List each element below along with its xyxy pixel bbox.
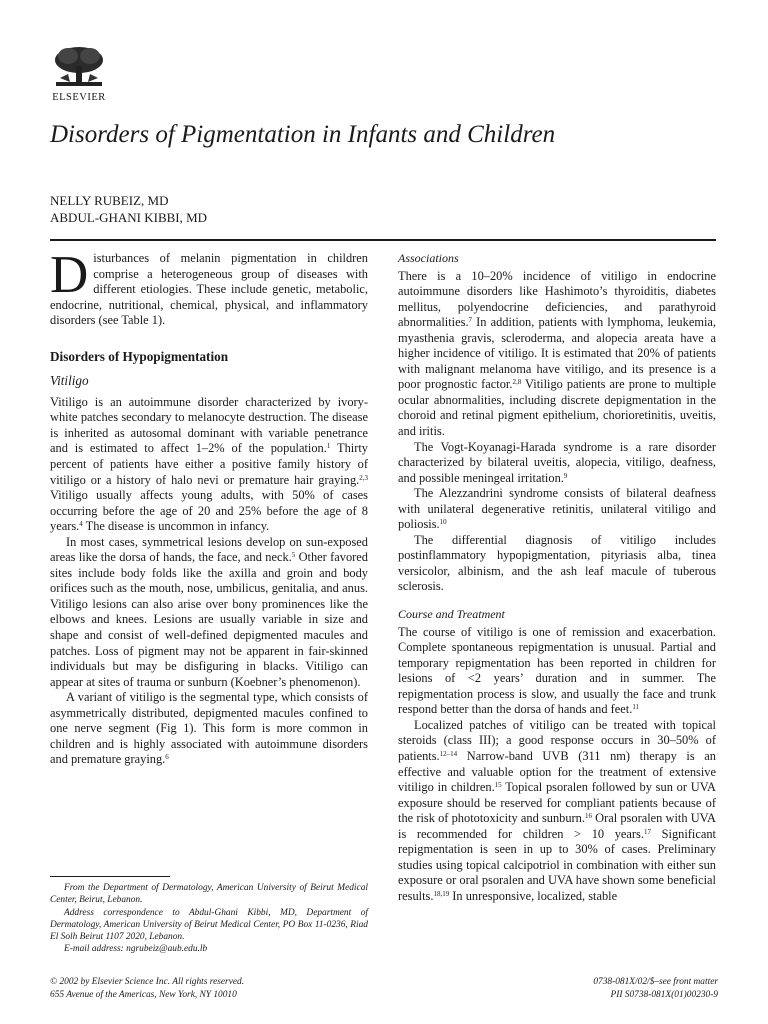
left-column	[50, 246, 368, 768]
author-list	[50, 192, 207, 226]
title-divider	[50, 239, 716, 241]
reference-citation[interactable]: 1	[326, 442, 331, 451]
body-paragraph: A variant of vitiligo is the segmental type, which consists of asymmetrically distributed, depigmented macules confined to one nerve segment (Fig 1). This form is more common in children and is highly associated with autoimmune disorders and premature graying.$^6$	[50, 690, 368, 767]
reference-citation[interactable]: 18,19	[433, 889, 450, 898]
elsevier-tree-icon	[50, 44, 108, 90]
body-paragraph: The Vogt-Koyanagi-Harada syndrome is a rare disorder characterized by bilateral uveitis, alopecia, vitiligo, deafness, and possible meningeal irritation.$^9$	[398, 439, 716, 485]
reference-citation[interactable]: 2,3	[359, 473, 368, 482]
reference-citation[interactable]: 15	[494, 781, 502, 790]
copyright-notice: © 2002 by Elsevier Science Inc. All rights reserved.	[50, 977, 245, 987]
intro-paragraph: Disturbances of melanin pigmentation in children comprise a heterogeneous group of diseases with different etiologies. These include genetic, metabolic, endocrine, nutritional, chemical, physical, and inflammatory disorders (see Table 1).	[50, 246, 368, 328]
body-paragraph: Vitiligo is an autoimmune disorder characterized by ivory-white patches secondary to melanocyte destruction. The disease is inherited as autosomal dominant with variable penetrance and is estimated to affect 1–2% of the population.$^1$ Thirty percent of patients have either a positive family history of vitiligo or a history of halo nevi or premature hair graying.$^{2,3}$ Vitiligo usually affects young adults, with 50% of cases occurring before the age of 20 and 25% before the age of 8 years.$^4$ The disease is uncommon in infancy.	[50, 394, 368, 534]
reference-citation[interactable]: 2,8	[512, 378, 522, 387]
subsection-heading: Associations	[398, 251, 459, 265]
footnotes	[50, 882, 368, 956]
body-paragraph: Localized patches of vitiligo can be treated with topical steroids (class III); a good response occurs in 30–50% of patients.$^{12-14}$ Narrow-band UVB (311 nm) therapy is an effective and valuable option for the treatment of extensive vitiligo in children.$^{15}$ Topical psoralen followed by sun or UVA exposure should be reserved for compliant patients because of the risk of phototoxicity and sunburn.$^{16}$ Oral psoralen with UVA is recommended for children > 10 years.$^{17}$ Significant repigmentation is seen in up to 30% of cases. Preliminary studies using topical calcipotriol in combination with either sun exposure or oral psoralen and UVA have shown some beneficial results.$^{18,19}$ In unresponsive, localized, stable	[398, 717, 716, 903]
drop-cap: D	[50, 246, 89, 304]
footer-left	[50, 976, 244, 1002]
publisher-name: ELSEVIER	[52, 92, 106, 103]
affiliation-note: From the Department of Dermatology, American University of Beirut Medical Center, Beirut, Lebanon.	[50, 883, 368, 906]
author-name: NELLY RUBEIZ, MD	[50, 193, 169, 208]
body-paragraph: The course of vitiligo is one of remission and exacerbation. Complete spontaneous repigmentation is unusual. Partial and temporary repigmentation has been reported in children for lesions of <2 years’ duration and in summer. The repigmentation process is slow, and usually the face and trunk respond better than the dorsa of hands and feet.$^{11}$	[398, 624, 716, 717]
reference-citation[interactable]: 9	[563, 471, 568, 480]
body-paragraph: The Alezzandrini syndrome consists of bilateral deafness with unilateral degenerative retinitis, unilateral vitiligo and poliosis.$^{10}$	[398, 486, 716, 532]
pii-line: PII S0738-081X(01)00230-9	[610, 990, 718, 1000]
publisher-logo	[50, 44, 108, 103]
reference-citation[interactable]: 5	[291, 551, 296, 560]
reference-citation[interactable]: 16	[584, 812, 592, 821]
body-paragraph: The differential diagnosis of vitiligo includes postinflammatory hypopigmentation, pityriasis alba, tinea versicolor, albinism, and the ash leaf macule of tuberous sclerosis.	[398, 532, 716, 594]
subsection-heading: Course and Treatment	[398, 607, 505, 622]
body-paragraph: In most cases, symmetrical lesions develop on sun-exposed areas like the dorsa of hands, the face, and neck.$^5$ Other favored sites include body folds like the axilla and groin and body orifices such as the mouth, nose, umbilicus, genitalia, and anus. Vitiligo lesions can also arise over bony prominences like the elbows and knees. Lesions are usually variable in size and shape and consist of well-defined depigmented macules and patches. Loss of pigment may not be apparent in fair-skinned individuals but may be disfiguring in blacks. Vitiligo can appear at sites of trauma or sunburn (Koebner’s phenomenon).	[50, 534, 368, 689]
body-paragraph: There is a 10–20% incidence of vitiligo in endocrine autoimmune disorders like Hashimoto’s thyroiditis, diabetes mellitus, polyendocrine deficiencies, and parathyroid abnormalities.$^7$ In addition, patients with lymphoma, leukemia, myasthenia gravis, scleroderma, and alopecia areata have a higher incidence of vitiligo. It is estimated that 20% of patients with malignant melanoma have vitiligo, and its presence is a poor prognostic factor.$^{2,8}$ Vitiligo patients are prone to multiple ocular abnormalities, including discrete depigmentation in the choroid and retinal pigment epithelium, chorioretinitis, uveitis, and iritis.	[398, 268, 716, 439]
subsection-heading: Vitiligo	[50, 373, 89, 389]
reference-citation[interactable]: 7	[468, 316, 473, 325]
publisher-address: 655 Avenue of the Americas, New York, NY 10010	[50, 990, 237, 1000]
correspondence-note: Address correspondence to Abdul-Ghani Kibbi, MD, Department of Dermatology, American University of Beirut Medical Center, PO Box 11-0236, Riad El Solh Beirut 1107 2020, Lebanon.	[50, 907, 368, 943]
reference-citation[interactable]: 6	[165, 753, 169, 762]
reference-citation[interactable]: 12–14	[439, 749, 458, 758]
reference-citation[interactable]: 4	[79, 520, 83, 529]
reference-citation[interactable]: 10	[439, 518, 447, 527]
footer-right	[593, 976, 718, 1002]
section-heading: Disorders of Hypopigmentation	[50, 348, 229, 364]
reference-citation[interactable]: 17	[643, 827, 651, 836]
email-address[interactable]: E-mail address: ngrubeiz@aub.edu.lb	[64, 944, 208, 955]
issn-line: 0738-081X/02/$–see front matter	[593, 977, 718, 987]
footnote-divider	[50, 876, 170, 877]
article-title: Disorders of Pigmentation in Infants and Children	[50, 121, 556, 148]
right-column	[398, 251, 716, 904]
author-name: ABDUL-GHANI KIBBI, MD	[50, 210, 208, 225]
reference-citation[interactable]: 11	[632, 703, 640, 712]
